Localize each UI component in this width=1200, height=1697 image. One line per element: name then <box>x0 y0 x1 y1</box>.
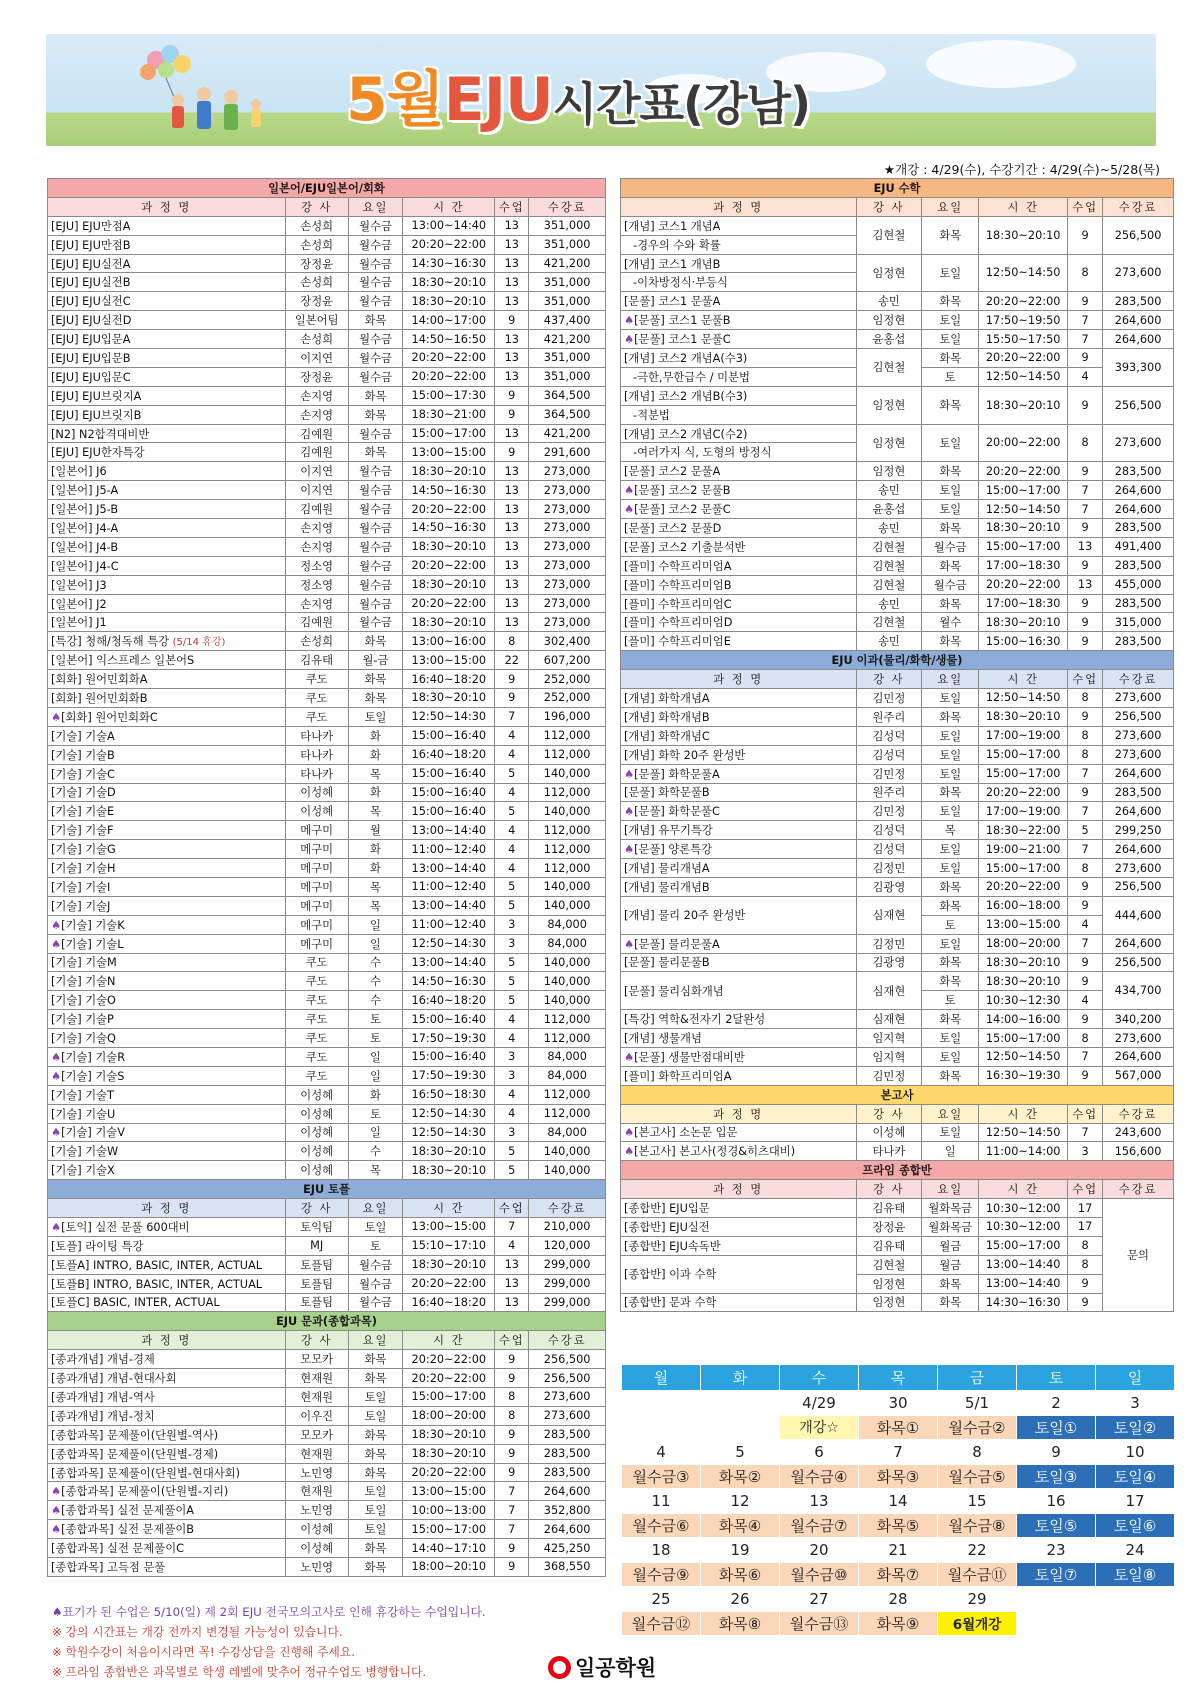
calendar-class-count: 월수금⑪ <box>938 1562 1017 1587</box>
course-row: [일본어] J4-B 손지영 월수금 18:30~20:10 13 273,000 <box>48 537 606 556</box>
calendar-class-count: 토일④ <box>1096 1464 1175 1489</box>
calendar-date: 17 <box>1096 1489 1175 1514</box>
spade-icon: ♠ <box>624 767 635 781</box>
course-row: [문풀] 코스2 문풀D 송민 화목 18:30~20:10 9 283,500 <box>621 519 1174 538</box>
course-row: [일본어] J5-A 이지연 월수금 14:50~16:30 13 273,000 <box>48 481 606 500</box>
course-row: ♠[회화] 원어민회화C 쿠도 토일 12:50~14:30 7 196,000 <box>48 707 606 726</box>
calendar-date: 12 <box>701 1489 780 1514</box>
course-row: [일본어] J4-C 정소영 월수금 20:20~22:00 13 273,000 <box>48 556 606 575</box>
calendar-date: 4/29 <box>780 1391 859 1416</box>
course-row: ♠[본고사] 본고사(정경&히츠대비) 타나카 일 11:00~14:00 3 156,600 <box>621 1142 1174 1161</box>
course-row: [개념] 코스2 개념A(수3) 김현철 화목 20:20~22:00 9 393,300 <box>621 349 1174 368</box>
spade-icon: ♠ <box>51 1504 62 1518</box>
calendar-date: 4 <box>622 1440 701 1465</box>
calendar-weekday: 토 <box>1017 1365 1096 1391</box>
column-header-row: 과 정 명 강 사 요일 시 간 수업 수강료 <box>621 197 1174 216</box>
course-row: [문풀] 물리심화개념 심재현 화목 18:30~20:10 9 434,700 <box>621 972 1174 991</box>
course-row: [토플B] INTRO, BASIC, INTER, ACTUAL 토플팀 월수금 20:20~22:00 13 299,000 <box>48 1274 606 1293</box>
column-header-row: 과 정 명 강 사 요일 시 간 수업 수강료 <box>48 197 606 216</box>
spade-icon: ♠ <box>624 937 635 951</box>
course-row: [토플A] INTRO, BASIC, INTER, ACTUAL 토플팀 월수금 18:30~20:10 13 299,000 <box>48 1255 606 1274</box>
calendar-date: 5 <box>701 1440 780 1465</box>
calendar-class-count: 월수금⑩ <box>780 1562 859 1587</box>
course-row: [기술] 기술O 쿠도 수 16:40~18:20 5 140,000 <box>48 991 606 1010</box>
course-row: [일본어] 익스프레스 일본어S 김유태 월-금 13:00~15:00 22 607,200 <box>48 651 606 670</box>
course-row: [기술] 기술C 타나카 목 15:00~16:40 5 140,000 <box>48 764 606 783</box>
notes <box>52 1602 486 1682</box>
course-row: [문풀] 물리문풀B 김광영 화목 18:30~20:10 9 256,500 <box>621 953 1174 972</box>
course-row: [EJU] EJU한자특강 김예원 화목 13:00~15:00 9 291,600 <box>48 443 606 462</box>
course-row: [기술] 기술Q 쿠도 토 17:50~19:30 4 112,000 <box>48 1029 606 1048</box>
calendar-class-count: 월수금⑦ <box>780 1513 859 1538</box>
calendar-class-count: 화목⑨ <box>859 1611 938 1636</box>
calendar-weekday-row <box>622 1365 1175 1391</box>
course-row: ♠[종합과목] 실전 문제풀이A 노민영 토일 10:00~13:00 7 352,800 <box>48 1501 606 1520</box>
course-row: [개념] 화학개념A 김민정 토일 12:50~14:50 8 273,600 <box>621 689 1174 708</box>
section-title: EJU 이과(물리/화학/생물) <box>621 651 1174 670</box>
course-row: [개념] 코스2 개념C(수2) 임정현 토일 20:00~22:00 8 273,600 <box>621 424 1174 443</box>
opening-notice: ★개강 : 4/29(수), 수강기간 : 4/29(수)~5/28(목) <box>883 162 1160 177</box>
course-row: [개념] 유무기특강 김성덕 목 18:30~22:00 5 299,250 <box>621 821 1174 840</box>
spade-icon: ♠ <box>624 1126 635 1140</box>
course-row: [EJU] EJU실전B 손성희 월수금 18:30~20:10 13 351,000 <box>48 273 606 292</box>
spade-icon: ♠ <box>624 843 635 857</box>
banner-title: 5월EJU시간표(강남) <box>346 65 810 135</box>
column-header-row: 과 정 명 강 사 요일 시 간 수업 수강료 <box>48 1331 606 1350</box>
course-row: [기술] 기술X 이성혜 목 18:30~20:10 5 140,000 <box>48 1161 606 1180</box>
course-row: [일본어] J3 정소영 월수금 18:30~20:10 13 273,000 <box>48 575 606 594</box>
calendar-class-count: 6월개강 <box>938 1611 1017 1636</box>
calendar-date: 19 <box>701 1538 780 1563</box>
course-row: [EJU] EJU브릿지B 손지영 화목 18:30~21:00 9 364,500 <box>48 405 606 424</box>
course-row: [개념] 코스1 개념B 임정현 토일 12:50~14:50 8 273,600 <box>621 254 1174 273</box>
course-row: [일본어] J6 이지연 월수금 18:30~20:10 13 273,000 <box>48 462 606 481</box>
course-row: [개념] 화학개념C 김성덕 토일 17:00~19:00 8 273,600 <box>621 726 1174 745</box>
calendar-class-count: 월수금⑨ <box>622 1562 701 1587</box>
calendar-class-row <box>622 1562 1175 1587</box>
calendar-date: 27 <box>780 1587 859 1612</box>
right-column <box>620 178 1174 1312</box>
calendar-date: 21 <box>859 1538 938 1563</box>
calendar-weekday: 화 <box>701 1365 780 1391</box>
calendar-class-count: 토일⑤ <box>1017 1513 1096 1538</box>
calendar-date: 23 <box>1017 1538 1096 1563</box>
calendar-class-count: 월수금③ <box>622 1464 701 1489</box>
course-row: [개념] 코스2 개념B(수3) 임정현 화목 18:30~20:10 9 256,500 <box>621 386 1174 405</box>
calendar-class-count: 월수금⑬ <box>780 1611 859 1636</box>
calendar-class-count: 월수금⑤ <box>938 1464 1017 1489</box>
course-row: [기술] 기술F 메구미 월 13:00~14:40 4 112,000 <box>48 821 606 840</box>
logo-ring-icon <box>548 1656 571 1679</box>
course-row: ♠[문풀] 코스1 문풀B 임정현 토일 17:50~19:50 7 264,600 <box>621 311 1174 330</box>
course-row: [EJU] EJU브릿지A 손지영 화목 15:00~17:30 9 364,500 <box>48 386 606 405</box>
course-row: [종합과목] 고득점 문풀 노민영 화목 18:00~20:10 9 368,550 <box>48 1558 606 1577</box>
course-row: ♠[기술] 기술S 쿠도 일 17:50~19:30 3 84,000 <box>48 1066 606 1085</box>
calendar-class-count: 토일⑧ <box>1096 1562 1175 1587</box>
section-title: 프라임 종합반 <box>621 1161 1174 1180</box>
course-row: ♠[기술] 기술R 쿠도 일 15:00~16:40 3 84,000 <box>48 1047 606 1066</box>
course-row: [문풀] 코스2 문풀A 임정현 화목 20:20~22:00 9 283,500 <box>621 462 1174 481</box>
calendar-class-count: 토일⑦ <box>1017 1562 1096 1587</box>
course-row: [기술] 기술A 타나카 화 15:00~16:40 4 112,000 <box>48 726 606 745</box>
academy-logo: 일공학원 <box>548 1652 656 1682</box>
course-row: [종합반] 이과 수학 김현철 월금 13:00~14:40 8 <box>621 1255 1174 1274</box>
calendar-date-row <box>622 1587 1175 1612</box>
course-row: [종합과목] 문제풀이(단원별-역사) 모모카 화목 18:30~20:10 9 283,500 <box>48 1425 606 1444</box>
calendar-date: 20 <box>780 1538 859 1563</box>
course-row: [문풀] 화학문풀B 원주리 화목 20:20~22:00 9 283,500 <box>621 783 1174 802</box>
right-timetable: EJU 수학 과 정 명 강 사 요일 시 간 수업 수강료 [개념] 코스1 개념A 김현철 화목 18:30~20:10 9 256,500 -경우의 수와 확률 [개념] 코스1 개념B 임정현 토일 12:50~14:50 8 273,600 -이차방정식·부등식 [문풀] 코스1 문풀A 송민 화목 20:20~22:00 9 283,500 ♠[문풀] 코스1 문풀B 임정현 토일 17:50~19:50 7 264,600 ♠[문풀] 코스1 문풀C 윤홍섭 토일 15:50~17:50 7 264,600 [개념] 코스2 개념A(수3) 김현철 화목 20:20~22:00 9 393,300 -극한,무한급수 / 미분법 토 12:50~14:50 4 [개념] 코스2 개념B(수3) 임정현 화목 18:30~20:10 9 256,500 -적분법 [개념] 코스2 개념C(수2) 임정현 토일 20:00~22:00 8 273,600 -여러가지 식, 도형의 방정식 [문풀] 코스2 문풀A 임정현 화목 20:20~22:00 9 283,500 ♠[문풀] 코스2 문풀B 송민 토일 15:00~17:00 7 264,600 ♠[문풀] 코스2 문풀C 윤홍섭 토일 12:50~14:50 7 264,600 [문풀] 코스2 문풀D 송민 화목 18:30~20:10 9 283,500 [문풀] 코스2 기출분석반 김현철 월수금 15:00~17:00 13 491,400 [플미] 수학프리미엄A 김현철 화목 17:00~18:30 9 283,500 [플미] 수학프리미엄B 김현철 월수금 20:20~22:00 13 455,000 [플미] 수학프리미엄C 송민 화목 17:00~18:30 9 283,500 [플미] 수학프리미엄D 김현철 월수 18:30~20:10 9 315,000 [플미] 수학프리미엄E 송민 화목 15:00~16:30 9 283,500 EJU 이과(물리/화학/생물) 과 정 명 강 사 요일 시 간 수업 수강료 [개념] 화학개념A 김민정 토일 12:50~14:50 8 273,600 [개념] 화학개념B 원주리 화목 18:30~20:10 9 256,500 [개념] 화학개념C 김성덕 토일 17:00~19:00 8 273,600 [개념] 화학 20주 완성반 김성덕 토일 15:00~17:00 8 273,600 ♠[문풀] 화학문풀A 김민정 토일 15:00~17:00 7 264,600 [문풀] 화학문풀B 원주리 화목 20:20~22:00 9 283,500 ♠[문풀] 화학문풀C 김민정 토일 17:00~19:00 7 264,600 [개념] 유무기특강 김성덕 목 18:30~22:00 5 299,250 ♠[문풀] 양론특강 김성덕 토일 19:00~21:00 7 264,600 [개념] 물리개념A 김정민 토일 15:00~17:00 8 273,600 [개념] 물리개념B 김광영 화목 20:20~22:00 9 256,500 [개념] 물리 20주 완성반 심재현 화목 16:00~18:00 9 444,600 토 13:00~15:00 4 ♠[문풀] 물리문풀A 김정민 토일 18:00~20:00 7 264,600 [문풀] 물리문풀B 김광영 화목 18:30~20:10 9 256,500 [문풀] 물리심화개념 심재현 화목 18:30~20:10 9 434,700 토 10:30~12:30 4 [특강] 역학&전자기 2달완성 심재현 화목 14:00~16:00 9 340,200 [개념] 생물개념 임지혁 토일 15:00~17:00 8 273,600 ♠[문풀] 생물만점대비반 임지혁 토일 12:50~14:50 7 264,600 [플미] 화학프리미엄A 김민정 화목 16:30~19:30 9 567,000 본고사 과 정 명 강 사 요일 시 간 수업 수강료 ♠[본고사] 소논문 입문 이성혜 토일 12:50~14:50 7 243,600 ♠[본고사] 본고사(정경&히츠대비) 타나카 일 11:00~14:00 3 156,600 프라임 종합반 과 정 명 강 사 요일 시 간 수업 수강료 [종합반] EJU입문 김유태 월화목금 10:30~12:00 17 문의 [종합반] EJU실전 장정윤 월화목금 10:30~12:00 17 [종합반] EJU속독반 김유태 월금 15:00~17:00 8 [종합반] 이과 수학 김현철 월금 13:00~14:40 8 임정현 화목 13:00~14:40 9 [종합반] 문과 수학 임정현 화목 14:30~16:30 9 <box>620 178 1174 1312</box>
calendar-date: 2 <box>1017 1391 1096 1416</box>
section-title: EJU 수학 <box>621 179 1174 198</box>
calendar-class-count: 화목⑤ <box>859 1513 938 1538</box>
note-prime: ※ 프라임 종합반은 과목별로 학생 레벨에 맞추어 정규수업도 병행합니다. <box>52 1665 427 1679</box>
course-row: ♠[문풀] 양론특강 김성덕 토일 19:00~21:00 7 264,600 <box>621 840 1174 859</box>
course-row: [EJU] EJU만점A 손성희 월수금 13:00~14:40 13 351,000 <box>48 216 606 235</box>
spade-icon: ♠ <box>624 484 635 498</box>
course-row: [플미] 수학프리미엄A 김현철 화목 17:00~18:30 9 283,500 <box>621 556 1174 575</box>
course-row: [EJU] EJU실전D 일본어팀 화목 14:00~17:00 9 437,400 <box>48 311 606 330</box>
column-header-row: 과 정 명 강 사 요일 시 간 수업 수강료 <box>48 1199 606 1218</box>
course-row: [기술] 기술U 이성혜 토 12:50~14:30 4 112,000 <box>48 1104 606 1123</box>
calendar-date: 25 <box>622 1587 701 1612</box>
course-row: [일본어] J5-B 김예원 월수금 20:20~22:00 13 273,000 <box>48 500 606 519</box>
course-row: ♠[본고사] 소논문 입문 이성혜 토일 12:50~14:50 7 243,600 <box>621 1123 1174 1142</box>
course-row: [플미] 수학프리미엄E 송민 화목 15:00~16:30 9 283,500 <box>621 632 1174 651</box>
course-row: [개념] 코스1 개념A 김현철 화목 18:30~20:10 9 256,500 <box>621 216 1174 235</box>
course-row: [플미] 수학프리미엄D 김현철 월수 18:30~20:10 9 315,000 <box>621 613 1174 632</box>
course-row: [기술] 기술W 이성혜 수 18:30~20:10 5 140,000 <box>48 1142 606 1161</box>
note-consult: ※ 학원수강이 처음이시라면 꼭! 수강상담을 진행해 주세요. <box>52 1645 355 1659</box>
course-row: [개념] 화학개념B 원주리 화목 18:30~20:10 9 256,500 <box>621 707 1174 726</box>
course-row: [개념] 물리개념B 김광영 화목 20:20~22:00 9 256,500 <box>621 877 1174 896</box>
section-title-row <box>48 1312 606 1331</box>
calendar-date-row <box>622 1538 1175 1563</box>
course-row: [문풀] 코스1 문풀A 송민 화목 20:20~22:00 9 283,500 <box>621 292 1174 311</box>
calendar-date-row <box>622 1440 1175 1465</box>
course-row: [기술] 기술N 쿠도 수 14:50~16:30 5 140,000 <box>48 972 606 991</box>
spade-icon: ♠ <box>624 1050 635 1064</box>
spade-icon: ♠ <box>51 1050 62 1064</box>
left-timetable <box>47 178 606 1577</box>
course-row: ♠[기술] 기술L 메구미 일 12:50~14:30 3 84,000 <box>48 934 606 953</box>
section-title-row <box>621 651 1174 670</box>
course-row: [회화] 원어민회화A 쿠도 화목 16:40~18:20 9 252,000 <box>48 670 606 689</box>
calendar-weekday: 월 <box>622 1365 701 1391</box>
course-row: [종합과목] 실전 문제풀이C 이성혜 화목 14:40~17:10 9 425,250 <box>48 1539 606 1558</box>
course-row: [기술] 기술I 메구미 목 11:00~12:40 5 140,000 <box>48 877 606 896</box>
calendar-class-count: 화목⑧ <box>701 1611 780 1636</box>
course-row: [기술] 기술J 메구미 목 13:00~14:40 5 140,000 <box>48 896 606 915</box>
calendar-date: 14 <box>859 1489 938 1514</box>
note-schedule-change: ※ 강의 시간표는 개강 전까지 변경될 가능성이 있습니다. <box>52 1625 343 1639</box>
calendar-date: 8 <box>938 1440 1017 1465</box>
calendar-class-count: 토일⑥ <box>1096 1513 1175 1538</box>
course-row: [개념] 물리개념A 김정민 토일 15:00~17:00 8 273,600 <box>621 859 1174 878</box>
calendar-weekday: 목 <box>859 1365 938 1391</box>
calendar-weekday: 금 <box>938 1365 1017 1391</box>
calendar-class-count: 월수금⑫ <box>622 1611 701 1636</box>
calendar-date: 3 <box>1096 1391 1175 1416</box>
calendar-class-count: 월수금⑥ <box>622 1513 701 1538</box>
calendar-date: 7 <box>859 1440 938 1465</box>
spade-icon: ♠ <box>51 918 62 932</box>
calendar-class-count: 화목⑦ <box>859 1562 938 1587</box>
spade-icon: ♠ <box>51 710 62 724</box>
section-title: EJU 문과(종합과목) <box>48 1312 606 1331</box>
course-row: ♠[문풀] 물리문풀A 김정민 토일 18:00~20:00 7 264,600 <box>621 934 1174 953</box>
course-row: ♠[기술] 기술K 메구미 일 11:00~12:40 3 84,000 <box>48 915 606 934</box>
calendar-date: 6 <box>780 1440 859 1465</box>
course-row: [종합반] EJU실전 장정윤 월화목금 10:30~12:00 17 <box>621 1217 1174 1236</box>
calendar-class-row <box>622 1464 1175 1489</box>
column-header-row: 과 정 명 강 사 요일 시 간 수업 수강료 <box>621 1180 1174 1199</box>
calendar-class-count: 토일① <box>1017 1415 1096 1440</box>
calendar-date: 18 <box>622 1538 701 1563</box>
course-row: [회화] 원어민회화B 쿠도 화목 18:30~20:10 9 252,000 <box>48 689 606 708</box>
course-row: ♠[종합과목] 실전 문제풀이B 이성혜 토일 15:00~17:00 7 264,600 <box>48 1520 606 1539</box>
course-row: ♠[문풀] 코스2 문풀B 송민 토일 15:00~17:00 7 264,600 <box>621 481 1174 500</box>
calendar-date: 13 <box>780 1489 859 1514</box>
course-row: [EJU] EJU입문B 이지연 월수금 20:20~22:00 13 351,000 <box>48 349 606 368</box>
calendar-class-row <box>622 1415 1175 1440</box>
spade-icon: ♠ <box>624 333 635 347</box>
course-row: [종합과목] 문제풀이(단원별-현대사회) 노민영 화목 20:20~22:00 9 283,500 <box>48 1463 606 1482</box>
calendar-date: 15 <box>938 1489 1017 1514</box>
spade-icon: ♠ <box>51 1069 62 1083</box>
course-row: [EJU] EJU실전C 장정윤 월수금 18:30~20:10 13 351,000 <box>48 292 606 311</box>
course-row: [일본어] J2 손지영 월수금 20:20~22:00 13 273,000 <box>48 594 606 613</box>
calendar-date: 30 <box>859 1391 938 1416</box>
course-row: [기술] 기술E 이성혜 목 15:00~16:40 5 140,000 <box>48 802 606 821</box>
course-row: [종합반] EJU속독반 김유태 월금 15:00~17:00 8 <box>621 1236 1174 1255</box>
calendar-class-count: 화목① <box>859 1415 938 1440</box>
course-row: [특강] 청해/청독해 특강 (5/14 휴강) 손성희 화목 13:00~16:00 8 302,400 <box>48 632 606 651</box>
spade-icon: ♠ <box>51 1523 62 1537</box>
course-row: [EJU] EJU입문C 장정윤 월수금 20:20~22:00 13 351,000 <box>48 367 606 386</box>
course-row: [종과개념] 개념-현대사회 현재원 화목 20:20~22:00 9 256,500 <box>48 1369 606 1388</box>
calendar-date: 29 <box>938 1587 1017 1612</box>
calendar-weekday: 일 <box>1096 1365 1175 1391</box>
course-row: [기술] 기술H 메구미 화 13:00~14:40 4 112,000 <box>48 859 606 878</box>
family-balloons-illustration <box>86 42 286 142</box>
calendar-date: 24 <box>1096 1538 1175 1563</box>
calendar-date-row <box>622 1391 1175 1416</box>
spade-icon: ♠ <box>51 1220 62 1234</box>
calendar-class-count: 월수금② <box>938 1415 1017 1440</box>
calendar-class-count: 토일③ <box>1017 1464 1096 1489</box>
calendar-class-count: 화목② <box>701 1464 780 1489</box>
course-row: [일본어] J1 김예원 월수금 18:30~20:10 13 273,000 <box>48 613 606 632</box>
calendar-date: 5/1 <box>938 1391 1017 1416</box>
course-row: ♠[문풀] 코스1 문풀C 윤홍섭 토일 15:50~17:50 7 264,600 <box>621 330 1174 349</box>
section-title-row <box>621 1161 1174 1180</box>
course-row: [토플] 라이팅 특강 MJ 토 15:10~17:10 4 120,000 <box>48 1236 606 1255</box>
note-spade: ♠표기가 된 수업은 5/10(일) 제 2회 EJU 전국모의고사로 인해 휴강하는 수업입니다. <box>52 1605 486 1619</box>
cloud-decoration <box>926 40 1076 88</box>
column-header-row: 과 정 명 강 사 요일 시 간 수업 수강료 <box>621 1104 1174 1123</box>
course-row: ♠[기술] 기술V 이성혜 일 12:50~14:30 3 84,000 <box>48 1123 606 1142</box>
course-row: ♠[문풀] 화학문풀C 김민정 토일 17:00~19:00 7 264,600 <box>621 802 1174 821</box>
course-row: ♠[토익] 실전 문풀 600대비 토익팀 토일 13:00~15:00 7 210,000 <box>48 1217 606 1236</box>
course-row: [문풀] 코스2 기출분석반 김현철 월수금 15:00~17:00 13 491,400 <box>621 537 1174 556</box>
course-row: [N2] N2합격대비반 김예원 월수금 15:00~17:00 13 421,200 <box>48 424 606 443</box>
may-calendar <box>621 1364 1175 1636</box>
calendar-class-row <box>622 1513 1175 1538</box>
calendar-class-count: 화목③ <box>859 1464 938 1489</box>
calendar-date: 11 <box>622 1489 701 1514</box>
course-row: [플미] 수학프리미엄C 송민 화목 17:00~18:30 9 283,500 <box>621 594 1174 613</box>
calendar-class-count: 월수금⑧ <box>938 1513 1017 1538</box>
spade-icon: ♠ <box>51 1485 62 1499</box>
course-row: [EJU] EJU실전A 장정윤 월수금 14:30~16:30 13 421,200 <box>48 254 606 273</box>
course-row: [특강] 역학&전자기 2달완성 심재현 화목 14:00~16:00 9 340,200 <box>621 1010 1174 1029</box>
calendar-class-row <box>622 1611 1175 1636</box>
course-row: [EJU] EJU만점B 손성희 월수금 20:20~22:00 13 351,000 <box>48 235 606 254</box>
left-column <box>47 178 606 1577</box>
course-row: [토플C] BASIC, INTER, ACTUAL 토플팀 월수금 16:40~18:20 13 299,000 <box>48 1293 606 1312</box>
course-row: [개념] 화학 20주 완성반 김성덕 토일 15:00~17:00 8 273,600 <box>621 745 1174 764</box>
section-title: 본고사 <box>621 1085 1174 1104</box>
section-title-row <box>621 1085 1174 1104</box>
calendar-date-row <box>622 1489 1175 1514</box>
course-row: [기술] 기술G 메구미 화 11:00~12:40 4 112,000 <box>48 840 606 859</box>
course-row: [플미] 수학프리미엄B 김현철 월수금 20:20~22:00 13 455,000 <box>621 575 1174 594</box>
spade-icon: ♠ <box>51 937 62 951</box>
calendar-date: 10 <box>1096 1440 1175 1465</box>
banner <box>46 34 1156 146</box>
course-row: ♠[문풀] 화학문풀A 김민정 토일 15:00~17:00 7 264,600 <box>621 764 1174 783</box>
course-row: [기술] 기술T 이성혜 화 16:50~18:30 4 112,000 <box>48 1085 606 1104</box>
course-row: [일본어] J4-A 손지영 월수금 14:50~16:30 13 273,000 <box>48 519 606 538</box>
course-row: [종합과목] 문제풀이(단원별-경제) 현재원 화목 18:30~20:10 9 283,500 <box>48 1444 606 1463</box>
course-row: [기술] 기술B 타나카 화 16:40~18:20 4 112,000 <box>48 745 606 764</box>
course-row: [종합반] EJU입문 김유태 월화목금 10:30~12:00 17 문의 <box>621 1199 1174 1218</box>
course-row: [개념] 물리 20주 완성반 심재현 화목 16:00~18:00 9 444,600 <box>621 896 1174 915</box>
calendar-class-count: 화목⑥ <box>701 1562 780 1587</box>
section-title: 일본어/EJU일본어/회화 <box>48 179 606 198</box>
course-row: [종합반] 문과 수학 임정현 화목 14:30~16:30 9 <box>621 1293 1174 1312</box>
spade-icon: ♠ <box>624 805 635 819</box>
course-row: ♠[종합과목] 문제풀이(단원별-지리) 현재원 토일 13:00~15:00 7 264,600 <box>48 1482 606 1501</box>
calendar-weekday: 수 <box>780 1365 859 1391</box>
course-row: [기술] 기술M 쿠도 수 13:00~14:40 5 140,000 <box>48 953 606 972</box>
calendar-class-count: 개강☆ <box>780 1415 859 1440</box>
course-row: [플미] 화학프리미엄A 김민정 화목 16:30~19:30 9 567,000 <box>621 1066 1174 1085</box>
course-row: [종과개념] 개념-경제 모모카 화목 20:20~22:00 9 256,500 <box>48 1350 606 1369</box>
spade-icon: ♠ <box>624 314 635 328</box>
calendar-class-count: 월수금④ <box>780 1464 859 1489</box>
calendar-date: 22 <box>938 1538 1017 1563</box>
course-row: [기술] 기술D 이성혜 화 15:00~16:40 4 112,000 <box>48 783 606 802</box>
column-header-row: 과 정 명 강 사 요일 시 간 수업 수강료 <box>621 670 1174 689</box>
section-title-row <box>621 179 1174 198</box>
calendar-date: 9 <box>1017 1440 1096 1465</box>
calendar-date: 26 <box>701 1587 780 1612</box>
course-row: ♠[문풀] 생물만점대비반 임지혁 토일 12:50~14:50 7 264,600 <box>621 1047 1174 1066</box>
course-row: [기술] 기술P 쿠도 토 15:00~16:40 4 112,000 <box>48 1010 606 1029</box>
course-row: [종과개념] 개념-정치 이우진 토일 18:00~20:00 8 273,600 <box>48 1406 606 1425</box>
calendar-date: 28 <box>859 1587 938 1612</box>
calendar-date: 16 <box>1017 1489 1096 1514</box>
spade-icon: ♠ <box>624 503 635 517</box>
calendar-class-count: 토일② <box>1096 1415 1175 1440</box>
spade-icon: ♠ <box>51 1126 62 1140</box>
section-title-row <box>48 1180 606 1199</box>
course-row: [EJU] EJU입문A 손성희 월수금 14:50~16:50 13 421,200 <box>48 330 606 349</box>
section-title-row <box>48 179 606 198</box>
course-row: ♠[문풀] 코스2 문풀C 윤홍섭 토일 12:50~14:50 7 264,600 <box>621 500 1174 519</box>
calendar-class-count: 화목④ <box>701 1513 780 1538</box>
course-row: [개념] 생물개념 임지혁 토일 15:00~17:00 8 273,600 <box>621 1029 1174 1048</box>
section-title: EJU 토플 <box>48 1180 606 1199</box>
spade-icon: ♠ <box>624 1145 635 1159</box>
course-row: [종과개념] 개념-역사 현재원 토일 15:00~17:00 8 273,600 <box>48 1388 606 1407</box>
